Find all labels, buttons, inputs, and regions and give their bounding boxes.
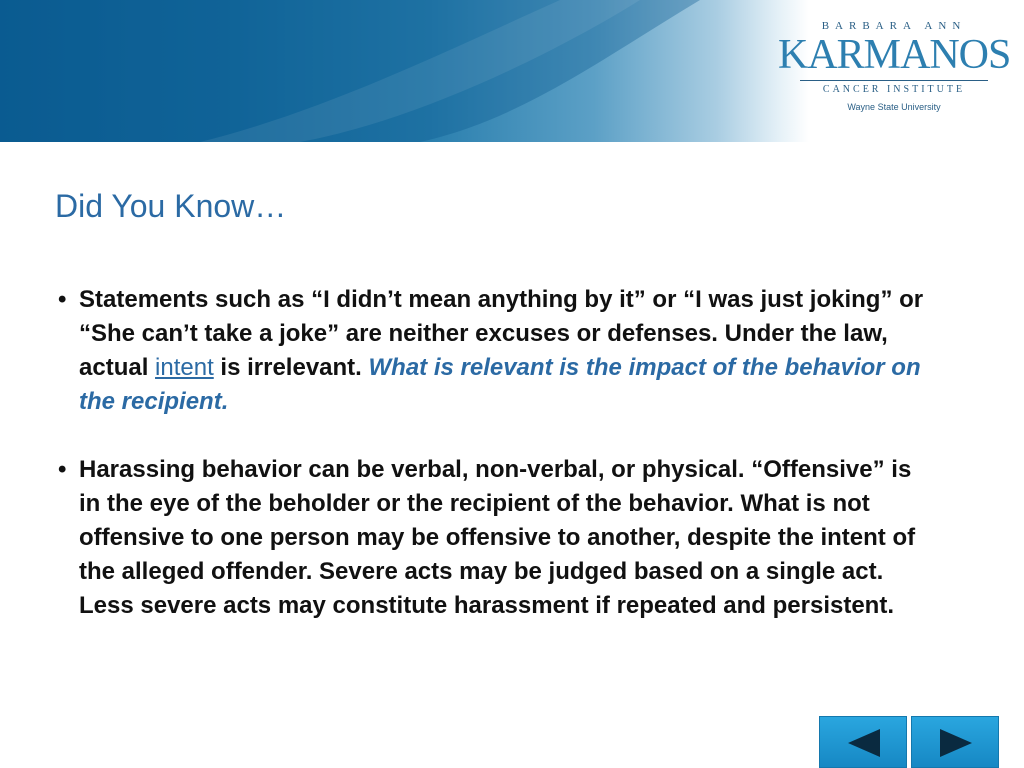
triangle-right-icon bbox=[936, 727, 976, 759]
karmanos-logo bbox=[778, 18, 1010, 130]
logo-affiliation: Wayne State University bbox=[847, 102, 941, 112]
bullet-2-text: Harassing behavior can be verbal, non-verbal, or physical. “Offensive” is in the eye of the beholder or the recipient of the behavior. What is not offensive to one person may be offensive to another, despite the intent of the alleged offender. Severe acts may be judged based on a single act. Less severe acts may constitute harassment if repeated and persistent. bbox=[79, 456, 916, 619]
bullet-item-1 bbox=[58, 283, 938, 419]
triangle-left-icon bbox=[844, 727, 884, 759]
logo-subtitle: CANCER INSTITUTE bbox=[822, 84, 966, 95]
slide-body bbox=[58, 283, 938, 657]
bullet-1-text: Statements such as “I didn’t mean anything by it” or “I was just joking” or “She can’t take a joke” are neither excuses or defenses. Under the law, actual bbox=[79, 286, 924, 381]
logo-wordmark: KARMANOS bbox=[778, 32, 1011, 78]
intent-link[interactable]: intent bbox=[155, 354, 214, 381]
bullet-item-2 bbox=[58, 453, 938, 623]
slide-navigation bbox=[819, 716, 999, 768]
previous-slide-button[interactable] bbox=[819, 716, 907, 768]
bullet-1-emphasis: What is relevant is the impact of the behavior on the recipient. bbox=[79, 354, 921, 415]
banner-wave-graphic bbox=[0, 0, 800, 142]
next-slide-button[interactable] bbox=[911, 716, 999, 768]
logo-divider bbox=[800, 80, 988, 81]
bullet-point: • bbox=[58, 286, 67, 313]
slide-title: Did You Know… bbox=[55, 188, 287, 224]
bullet-point: • bbox=[58, 456, 67, 483]
bullet-1-text-after: is irrelevant. bbox=[213, 354, 369, 381]
logo-top-text: BARBARA ANN bbox=[821, 20, 967, 32]
